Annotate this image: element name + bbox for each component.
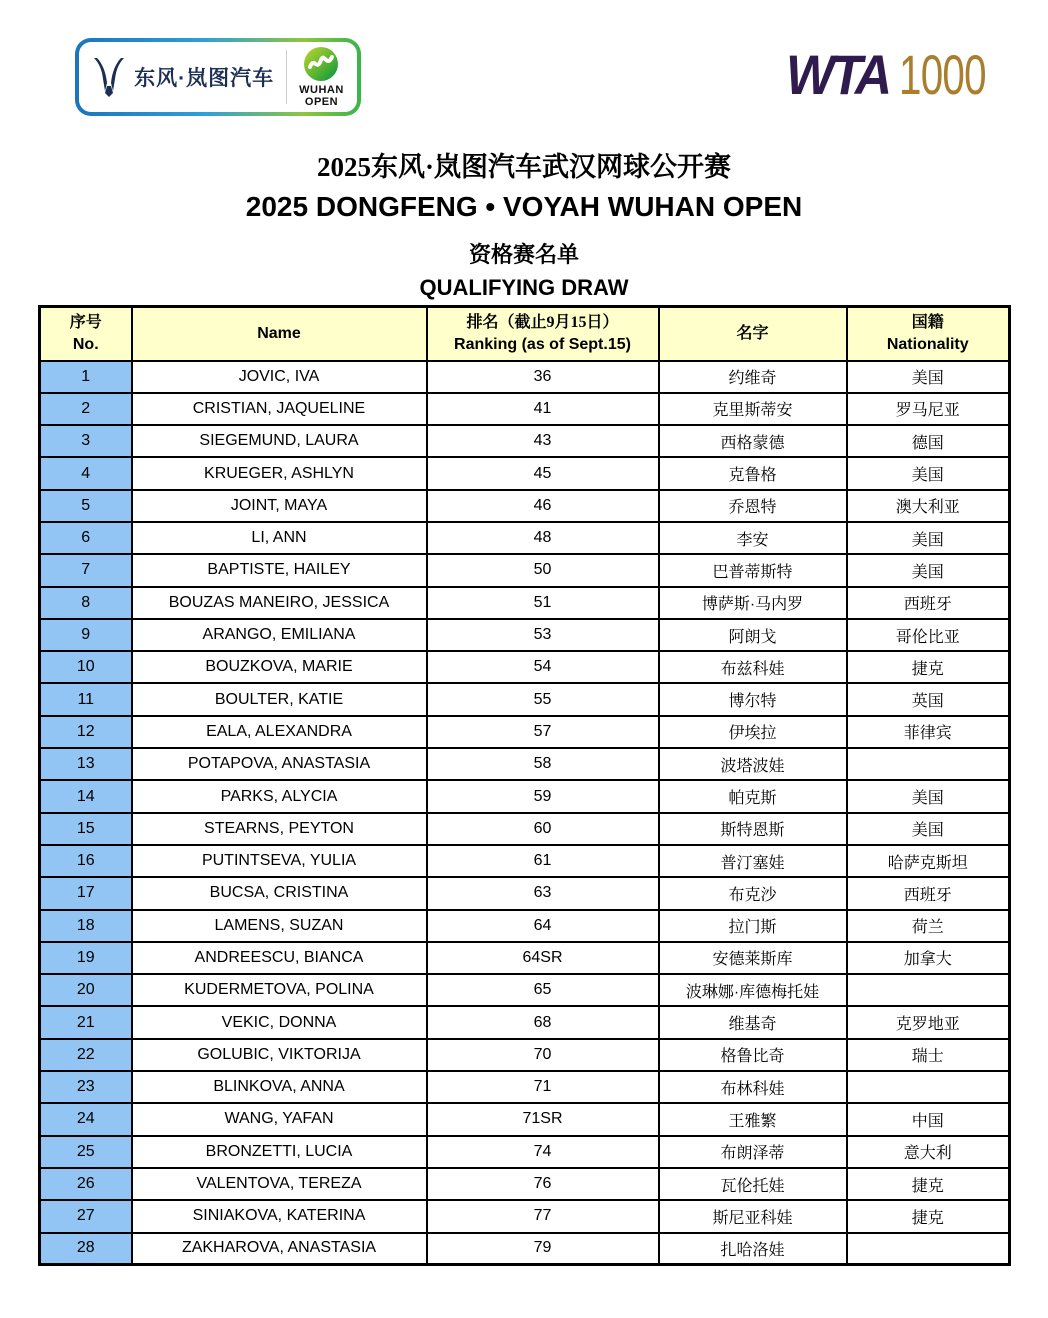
cell-no: 2 [40, 393, 132, 425]
table-row [40, 1168, 1010, 1200]
cell-chinese-name: 布朗泽蒂 [659, 1136, 847, 1168]
cell-nationality: 西班牙 [847, 877, 1010, 909]
cell-player-name: SIEGEMUND, LAURA [132, 425, 427, 457]
cell-nationality: 瑞士 [847, 1039, 1010, 1071]
cell-ranking: 59 [427, 780, 659, 812]
cell-ranking: 54 [427, 651, 659, 683]
logo-divider [286, 50, 287, 104]
table-row [40, 522, 1010, 554]
cell-nationality: 罗马尼亚 [847, 393, 1010, 425]
cell-nationality: 美国 [847, 554, 1010, 586]
cell-no: 12 [40, 716, 132, 748]
qualifying-draw-table [38, 305, 1011, 1266]
cell-player-name: STEARNS, PEYTON [132, 813, 427, 845]
cell-player-name: BRONZETTI, LUCIA [132, 1136, 427, 1168]
cell-chinese-name: 博尔特 [659, 683, 847, 715]
subtitle-block [0, 238, 1048, 301]
cell-ranking: 64SR [427, 942, 659, 974]
cell-no: 19 [40, 942, 132, 974]
wuhan-open-logo [299, 46, 344, 108]
cell-chinese-name: 李安 [659, 522, 847, 554]
cell-player-name: ARANGO, EMILIANA [132, 619, 427, 651]
cell-nationality: 美国 [847, 457, 1010, 489]
cell-nationality [847, 974, 1010, 1006]
cell-no: 9 [40, 619, 132, 651]
cell-ranking: 45 [427, 457, 659, 489]
cell-player-name: POTAPOVA, ANASTASIA [132, 748, 427, 780]
cell-chinese-name: 波塔波娃 [659, 748, 847, 780]
table-row [40, 1039, 1010, 1071]
cell-chinese-name: 斯特恩斯 [659, 813, 847, 845]
cell-no: 6 [40, 522, 132, 554]
cell-ranking: 68 [427, 1006, 659, 1038]
cell-no: 21 [40, 1006, 132, 1038]
cell-no: 10 [40, 651, 132, 683]
cell-no: 13 [40, 748, 132, 780]
cell-nationality: 意大利 [847, 1136, 1010, 1168]
cell-no: 1 [40, 361, 132, 393]
table-row [40, 910, 1010, 942]
table-header-row [40, 307, 1010, 361]
table-row [40, 1071, 1010, 1103]
wuhan-open-wordmark: WUHAN OPEN [299, 83, 344, 108]
cell-nationality: 美国 [847, 522, 1010, 554]
cell-ranking: 70 [427, 1039, 659, 1071]
cell-player-name: ZAKHAROVA, ANASTASIA [132, 1233, 427, 1265]
cell-player-name: JOINT, MAYA [132, 490, 427, 522]
cell-ranking: 41 [427, 393, 659, 425]
cell-chinese-name: 克鲁格 [659, 457, 847, 489]
table-header [40, 307, 1010, 361]
cell-player-name: LAMENS, SUZAN [132, 910, 427, 942]
cell-nationality: 哥伦比亚 [847, 619, 1010, 651]
cell-player-name: PARKS, ALYCIA [132, 780, 427, 812]
table-row [40, 651, 1010, 683]
cell-player-name: WANG, YAFAN [132, 1103, 427, 1135]
wta-1000-logo [786, 43, 1020, 106]
cell-nationality [847, 1233, 1010, 1265]
table-row [40, 587, 1010, 619]
dongfeng-voyah-wordmark: 东风·岚图汽车 [134, 67, 275, 90]
cell-ranking: 71 [427, 1071, 659, 1103]
cell-no: 14 [40, 780, 132, 812]
table-row [40, 716, 1010, 748]
cell-ranking: 77 [427, 1200, 659, 1232]
cell-chinese-name: 帕克斯 [659, 780, 847, 812]
cell-chinese-name: 格鲁比奇 [659, 1039, 847, 1071]
header-no: 序号 No. [40, 307, 132, 361]
cell-no: 3 [40, 425, 132, 457]
title-block [0, 145, 1048, 223]
table-row [40, 813, 1010, 845]
table-row [40, 1136, 1010, 1168]
cell-chinese-name: 博萨斯·马内罗 [659, 587, 847, 619]
header-cn-name: 名字 [659, 307, 847, 361]
event-title-cn: 2025东风·岚图汽车武汉网球公开赛 [316, 152, 731, 182]
cell-player-name: LI, ANN [132, 522, 427, 554]
cell-no: 17 [40, 877, 132, 909]
table-row [40, 683, 1010, 715]
cell-ranking: 57 [427, 716, 659, 748]
cell-player-name: KRUEGER, ASHLYN [132, 457, 427, 489]
cell-no: 18 [40, 910, 132, 942]
cell-player-name: BLINKOVA, ANNA [132, 1071, 427, 1103]
cell-no: 27 [40, 1200, 132, 1232]
cell-nationality: 捷克 [847, 651, 1010, 683]
table-row [40, 425, 1010, 457]
cell-no: 8 [40, 587, 132, 619]
cell-ranking: 65 [427, 974, 659, 1006]
cell-nationality: 捷克 [847, 1200, 1010, 1232]
cell-player-name: KUDERMETOVA, POLINA [132, 974, 427, 1006]
table-row [40, 1103, 1010, 1135]
cell-player-name: VALENTOVA, TEREZA [132, 1168, 427, 1200]
cell-ranking: 53 [427, 619, 659, 651]
cell-player-name: EALA, ALEXANDRA [132, 716, 427, 748]
cell-chinese-name: 普汀塞娃 [659, 845, 847, 877]
cell-nationality [847, 1071, 1010, 1103]
table-row [40, 1006, 1010, 1038]
cell-nationality: 菲律宾 [847, 716, 1010, 748]
cell-ranking: 50 [427, 554, 659, 586]
table-row [40, 974, 1010, 1006]
cell-no: 26 [40, 1168, 132, 1200]
cell-no: 28 [40, 1233, 132, 1265]
cell-ranking: 36 [427, 361, 659, 393]
cell-nationality: 英国 [847, 683, 1010, 715]
cell-player-name: BAPTISTE, HAILEY [132, 554, 427, 586]
cell-player-name: CRISTIAN, JAQUELINE [132, 393, 427, 425]
cell-player-name: BUCSA, CRISTINA [132, 877, 427, 909]
cell-player-name: PUTINTSEVA, YULIA [132, 845, 427, 877]
cell-chinese-name: 维基奇 [659, 1006, 847, 1038]
cell-ranking: 76 [427, 1168, 659, 1200]
cell-no: 23 [40, 1071, 132, 1103]
cell-player-name: GOLUBIC, VIKTORIJA [132, 1039, 427, 1071]
cell-no: 15 [40, 813, 132, 845]
cell-ranking: 71SR [427, 1103, 659, 1135]
cell-chinese-name: 安德莱斯库 [659, 942, 847, 974]
cell-nationality: 美国 [847, 361, 1010, 393]
table-row [40, 619, 1010, 651]
cell-player-name: BOUZKOVA, MARIE [132, 651, 427, 683]
event-title-en: 2025 DONGFENG • VOYAH WUHAN OPEN [245, 191, 803, 222]
table-row [40, 748, 1010, 780]
table-row [40, 877, 1010, 909]
cell-nationality: 荷兰 [847, 910, 1010, 942]
table-row [40, 554, 1010, 586]
cell-nationality [847, 748, 1010, 780]
cell-chinese-name: 布克沙 [659, 877, 847, 909]
cell-no: 20 [40, 974, 132, 1006]
cell-ranking: 55 [427, 683, 659, 715]
cell-ranking: 48 [427, 522, 659, 554]
cell-nationality: 中国 [847, 1103, 1010, 1135]
cell-no: 11 [40, 683, 132, 715]
cell-no: 16 [40, 845, 132, 877]
cell-no: 25 [40, 1136, 132, 1168]
cell-player-name: BOUZAS MANEIRO, JESSICA [132, 587, 427, 619]
cell-no: 4 [40, 457, 132, 489]
table-row [40, 361, 1010, 393]
cell-chinese-name: 波琳娜·库德梅托娃 [659, 974, 847, 1006]
cell-nationality: 美国 [847, 813, 1010, 845]
cell-no: 5 [40, 490, 132, 522]
table-row [40, 1200, 1010, 1232]
header-name: Name [132, 307, 427, 361]
table-row [40, 845, 1010, 877]
cell-chinese-name: 王雅繁 [659, 1103, 847, 1135]
table-row [40, 457, 1010, 489]
table-row [40, 393, 1010, 425]
cell-nationality: 捷克 [847, 1168, 1010, 1200]
cell-nationality: 西班牙 [847, 587, 1010, 619]
cell-ranking: 74 [427, 1136, 659, 1168]
cell-ranking: 63 [427, 877, 659, 909]
cell-no: 22 [40, 1039, 132, 1071]
cell-chinese-name: 乔恩特 [659, 490, 847, 522]
cell-chinese-name: 西格蒙德 [659, 425, 847, 457]
cell-chinese-name: 伊埃拉 [659, 716, 847, 748]
cell-nationality: 美国 [847, 780, 1010, 812]
cell-player-name: JOVIC, IVA [132, 361, 427, 393]
header-nationality: 国籍 Nationality [847, 307, 1010, 361]
cell-ranking: 60 [427, 813, 659, 845]
cell-nationality: 德国 [847, 425, 1010, 457]
table-row [40, 1233, 1010, 1265]
cell-player-name: BOULTER, KATIE [132, 683, 427, 715]
cell-ranking: 61 [427, 845, 659, 877]
cell-no: 24 [40, 1103, 132, 1135]
wta-wordmark: WTA [786, 43, 889, 106]
table-row [40, 942, 1010, 974]
cell-no: 7 [40, 554, 132, 586]
cell-player-name: VEKIC, DONNA [132, 1006, 427, 1038]
cell-chinese-name: 拉门斯 [659, 910, 847, 942]
cell-chinese-name: 阿朗戈 [659, 619, 847, 651]
cell-nationality: 加拿大 [847, 942, 1010, 974]
dongfeng-voyah-logo [92, 57, 274, 97]
cell-ranking: 43 [427, 425, 659, 457]
table-row [40, 780, 1010, 812]
cell-chinese-name: 约维奇 [659, 361, 847, 393]
cell-nationality: 澳大利亚 [847, 490, 1010, 522]
sponsor-logo-inner [79, 42, 357, 112]
cell-player-name: SINIAKOVA, KATERINA [132, 1200, 427, 1232]
cell-chinese-name: 斯尼亚科娃 [659, 1200, 847, 1232]
wuhan-open-ball-icon [303, 46, 339, 82]
cell-chinese-name: 布林科娃 [659, 1071, 847, 1103]
cell-chinese-name: 扎哈洛娃 [659, 1233, 847, 1265]
cell-ranking: 51 [427, 587, 659, 619]
cell-ranking: 46 [427, 490, 659, 522]
cell-chinese-name: 瓦伦托娃 [659, 1168, 847, 1200]
section-title-en: QUALIFYING DRAW [419, 275, 629, 300]
cell-player-name: ANDREESCU, BIANCA [132, 942, 427, 974]
cell-nationality: 克罗地亚 [847, 1006, 1010, 1038]
table-row [40, 490, 1010, 522]
sponsor-logo-box [75, 38, 361, 116]
cell-chinese-name: 巴普蒂斯特 [659, 554, 847, 586]
cell-ranking: 79 [427, 1233, 659, 1265]
wta-1000-number: 1000 [899, 43, 987, 106]
cell-ranking: 64 [427, 910, 659, 942]
cell-chinese-name: 克里斯蒂安 [659, 393, 847, 425]
voyah-wings-icon [92, 57, 126, 97]
header-ranking: 排名（截止9月15日） Ranking (as of Sept.15) [427, 307, 659, 361]
cell-ranking: 58 [427, 748, 659, 780]
table-body [40, 361, 1010, 1265]
cell-nationality: 哈萨克斯坦 [847, 845, 1010, 877]
cell-chinese-name: 布兹科娃 [659, 651, 847, 683]
section-title-cn: 资格赛名单 [468, 242, 579, 267]
